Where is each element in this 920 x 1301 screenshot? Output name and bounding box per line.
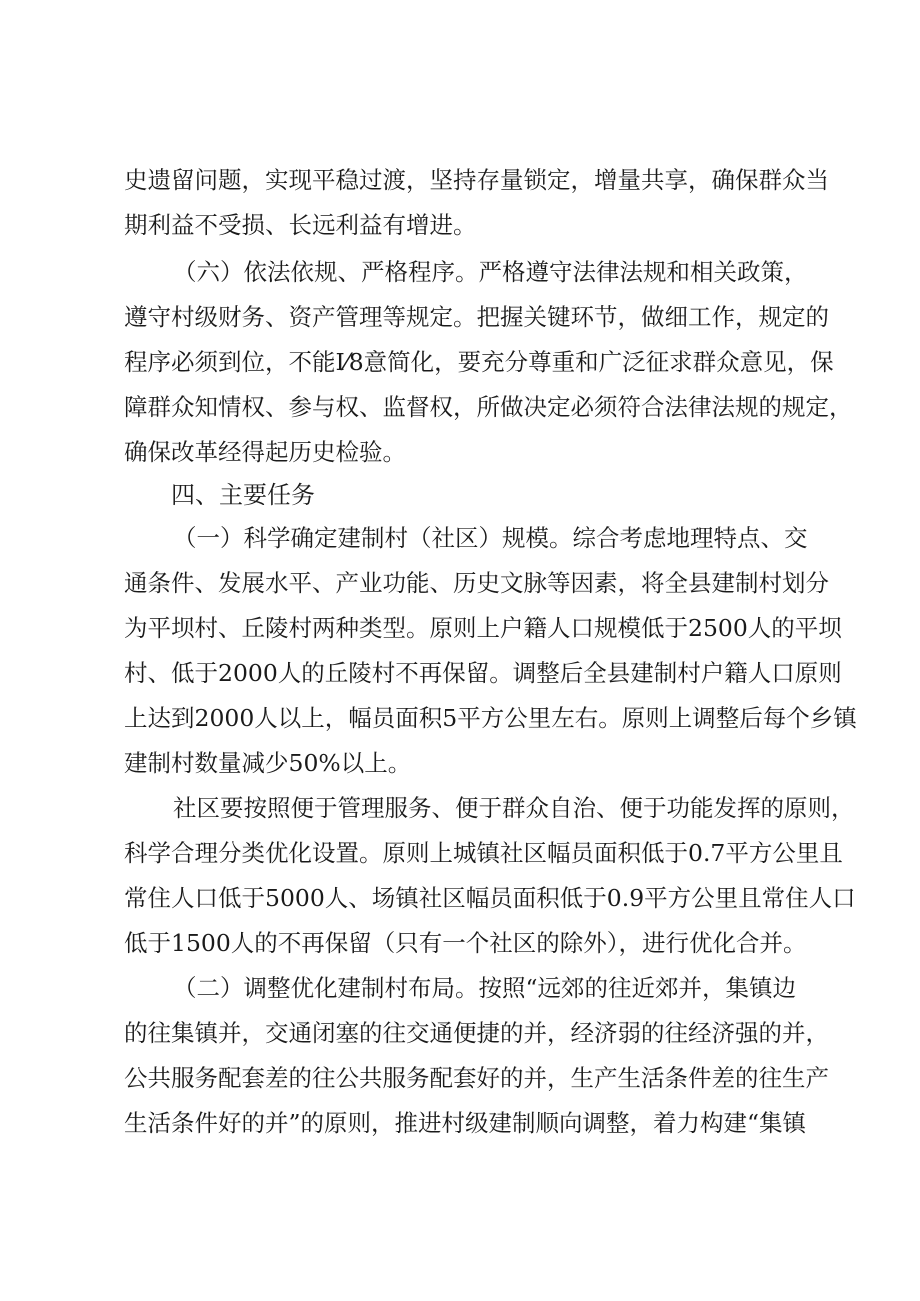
- text-line: 的往集镇并，交通闭塞的往交通便捷的并，经济弱的往经济强的并，: [124, 1019, 829, 1047]
- text-line: 建制村数量减少50%以上。: [124, 749, 412, 777]
- text-line: 低于1500人的不再保留（只有一个社区的除外），进行优化合并。: [124, 929, 807, 957]
- text-line: 常住人口低于5000人、场镇社区幅员面积低于0.9平方公里且常住人口: [124, 884, 856, 912]
- section-heading: 四、主要任务: [171, 481, 315, 509]
- text-line: 确保改革经得起历史检验。: [124, 438, 406, 466]
- text-line: 生活条件好的并”的原则，推进村级建制顺向调整，着力构建“集镇: [124, 1109, 807, 1137]
- text-line: 科学合理分类优化设置。原则上城镇社区幅员面积低于0.7平方公里且: [124, 839, 843, 867]
- text-line: 村、低于2000人的丘陵村不再保留。调整后全县建制村户籍人口原则: [124, 659, 842, 687]
- text-line: 通条件、发展水平、产业功能、历史文脉等因素，将全县建制村划分: [124, 569, 829, 597]
- text-line: 上达到2000人以上，幅员面积5平方公里左右。原则上调整后每个乡镇: [124, 704, 857, 732]
- text-line: 史遗留问题，实现平稳过渡，坚持存量锁定，增量共享，确保群众当: [124, 166, 829, 194]
- text-line: 公共服务配套差的往公共服务配套好的并，生产生活条件差的往生产: [124, 1064, 829, 1092]
- text-line: 障群众知情权、参与权、监督权，所做决定必须符合法律法规的规定，: [124, 393, 853, 421]
- text-line: （六）依法依规、严格程序。严格遵守法律法规和相关政策，: [173, 258, 808, 286]
- text-line: 遵守村级财务、资产管理等规定。把握关键环节，做细工作，规定的: [124, 303, 829, 331]
- text-line: 社区要按照便于管理服务、便于群众自治、便于功能发挥的原则，: [173, 794, 855, 822]
- text-line: 期利益不受损、长远利益有增进。: [124, 211, 477, 239]
- text-line: 为平坝村、丘陵村两种类型。原则上户籍人口规模低于2500人的平坝: [124, 614, 842, 642]
- text-line: 程序必须到位，不能Ⅰ⁄8意简化，要充分尊重和广泛征求群众意见，保: [124, 348, 834, 376]
- text-line: （二）调整优化建制村布局。按照“远郊的往近郊并，集镇边: [173, 974, 797, 1002]
- text-line: （一）科学确定建制村（社区）规模。综合考虑地理特点、交: [173, 524, 808, 552]
